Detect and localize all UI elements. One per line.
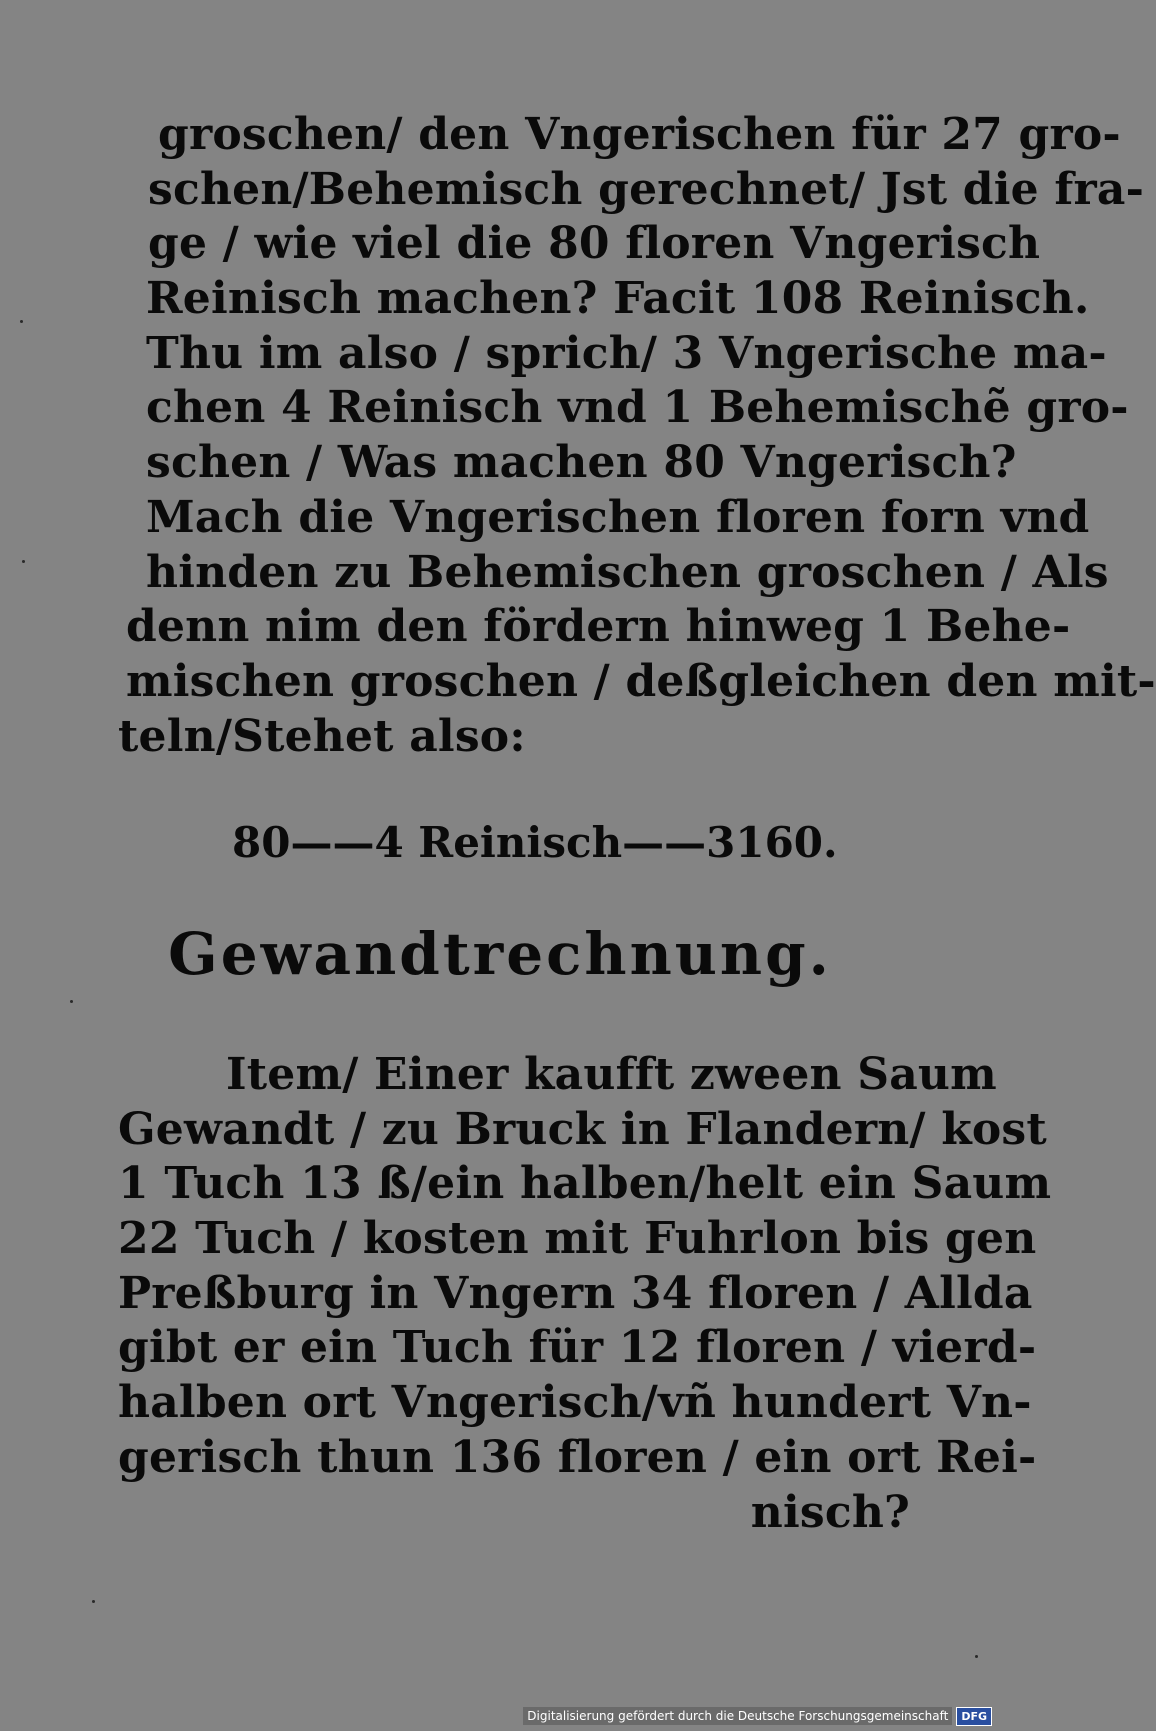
text-line: Item/ Einer kaufft zween Saum: [226, 1049, 997, 1100]
scan-speck: [975, 1655, 978, 1658]
text-line: groschen/ den Vngerischen für 27 gro-: [158, 109, 1121, 160]
paragraph-cloth-calculation: [118, 1048, 1052, 1540]
text-line: Thu im also / sprich/ 3 Vngerische ma-: [146, 327, 1107, 379]
text-line: hinden zu Behemischen groschen / Als: [146, 546, 1109, 598]
text-line: mischen groschen / deßgleichen den mit-: [126, 655, 1156, 707]
text-line: 1 Tuch 13 ß/ein halben/helt ein Saum: [118, 1158, 1052, 1210]
dfg-logo: DFG: [956, 1707, 992, 1726]
text-line: schen/Behemisch gerechnet/ Jst die fra-: [148, 163, 1145, 215]
formula-line: 80——4 Reinisch——3160.: [232, 818, 838, 867]
text-line: gerisch thun 136 floren / ein ort Rei-: [118, 1431, 1037, 1483]
paragraph-exchange-calculation: [118, 108, 1156, 764]
section-heading: Gewandtrechnung.: [168, 920, 832, 988]
scan-speck: [20, 320, 23, 323]
text-line: halben ort Vngerisch/vñ hundert Vn-: [118, 1377, 1032, 1429]
funding-credit-text: Digitalisierung gefördert durch die Deutsche Forschungsgemeinschaft: [523, 1707, 952, 1725]
text-line: denn nim den fördern hinweg 1 Behe-: [126, 601, 1071, 653]
text-line: gibt er ein Tuch für 12 floren / vierd-: [118, 1322, 1037, 1374]
text-line: Reinisch machen? Facit 108 Reinisch.: [146, 273, 1090, 325]
text-line: 22 Tuch / kosten mit Fuhrlon bis gen: [118, 1213, 1037, 1265]
text-line: Mach die Vngerischen floren forn vnd: [146, 491, 1090, 543]
text-line: Gewandt / zu Bruck in Flandern/ kost: [118, 1103, 1047, 1155]
text-line: schen / Was machen 80 Vngerisch?: [146, 437, 1017, 489]
text-line: teln/Stehet also:: [118, 710, 526, 762]
text-line: ge / wie viel die 80 floren Vngerisch: [148, 218, 1041, 270]
scan-speck: [92, 1600, 95, 1603]
text-line: Preßburg in Vngern 34 floren / Allda: [118, 1267, 1033, 1319]
footer-credit: [523, 1705, 992, 1727]
scan-speck: [22, 560, 25, 563]
text-line: chen 4 Reinisch vnd 1 Behemischẽ gro-: [146, 382, 1129, 434]
scan-speck: [70, 1000, 73, 1003]
text-line: nisch?: [750, 1486, 910, 1538]
